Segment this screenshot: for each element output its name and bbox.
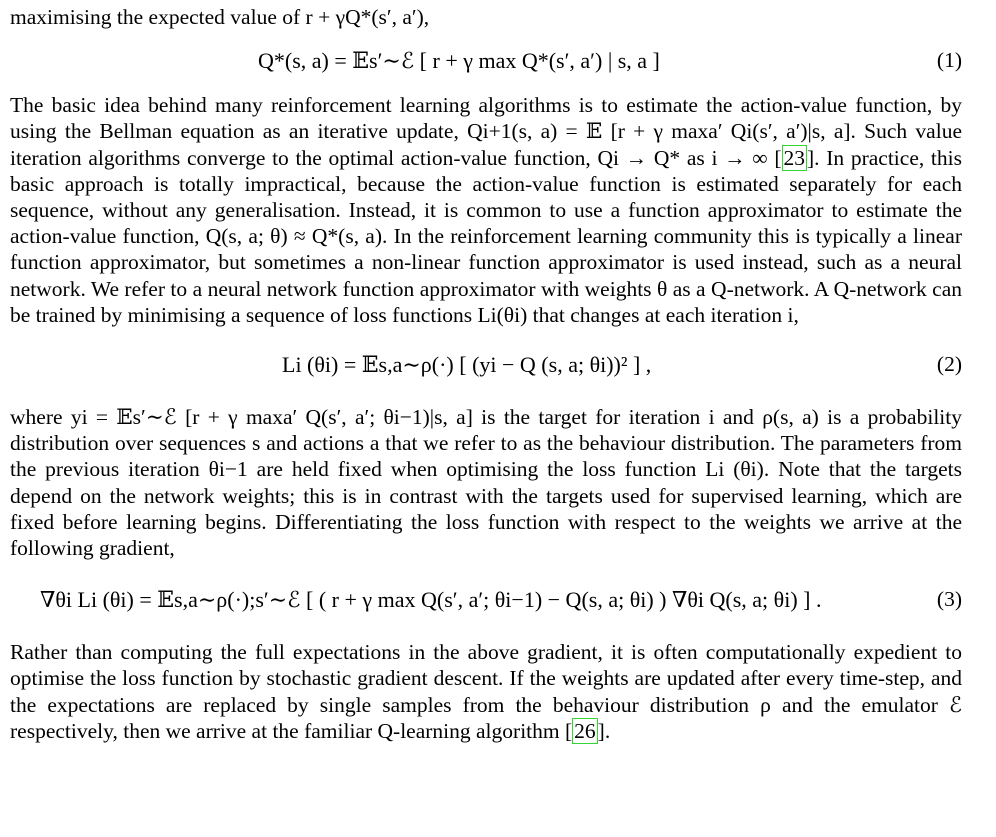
lead-line: maximising the expected value of r + γQ*(s′, a′), [10, 5, 430, 29]
equation-1 [10, 30, 962, 92]
paragraph-1: The basic idea behind many reinforcement learning algorithms is to estimate the action-value function, by using the Bellman equation as an iterative update, Qi+1(s, a) = 𝔼 [r + γ maxa′ Qi(s′, a′)|s, a]. Such value iteration algorithms converge to the optimal action-value function, Qi → Q* as i → ∞ [23]. In practice, this basic approach is totally impractical, because the action-value function is estimated separately for each sequence, without any generalisation. Instead, it is common to use a function approximator to estimate the action-value function, Q(s, a; θ) ≈ Q*(s, a). In the reinforcement learning community this is typically a linear function approximator, but sometimes a non-linear function approximator is used instead, such as a neural network. We refer to a neural network function approximator with weights θ as a Q-network. A Q-network can be trained by minimising a sequence of loss functions Li(θi) that changes at each iteration i, [10, 93, 962, 327]
equation-1-expr: Q*(s, a) = 𝔼s′∼ℰ [ r + γ max Q*(s′, a′) | s, a ] [258, 48, 660, 74]
equation-3-label: (3) [936, 587, 962, 612]
paper-page [10, 4, 962, 744]
citation-link[interactable]: 23 [783, 145, 805, 170]
equation-3 [10, 561, 962, 639]
equation-2-expr: Li (θi) = 𝔼s,a∼ρ(·) [ (yi − Q (s, a; θi))² ] , [282, 352, 652, 378]
citation-link[interactable]: 26 [574, 718, 596, 743]
equation-1-label: (1) [936, 48, 962, 73]
equation-2 [10, 328, 962, 404]
paragraph-2: where yi = 𝔼s′∼ℰ [r + γ maxa′ Q(s′, a′; θi−1)|s, a] is the target for iteration i and ρ(s, a) is a probability distribution over sequences s and actions a that we refer to as the behaviour distribution. The parameters from the previous iteration θi−1 are held fixed when optimising the loss function Li (θi). Note that the targets depend on the network weights; this is in contrast with the targets used for supervised learning, which are fixed before learning begins. Differentiating the loss function with respect to the weights we arrive at the following gradient, [10, 405, 962, 561]
equation-2-label: (2) [936, 352, 962, 377]
equation-3-expr: ∇θi Li (θi) = 𝔼s,a∼ρ(·);s′∼ℰ [ ( r + γ max Q(s′, a′; θi−1) − Q(s, a; θi) ) ∇θi Q(s, a; θi) ] . [40, 587, 822, 613]
paragraph-3: Rather than computing the full expectations in the above gradient, it is often computationally expedient to optimise the loss function by stochastic gradient descent. If the weights are updated after every time-step, and the expectations are replaced by single samples from the behaviour distribution ρ and the emulator ℰ respectively, then we arrive at the familiar Q-learning algorithm [26]. [10, 640, 962, 743]
